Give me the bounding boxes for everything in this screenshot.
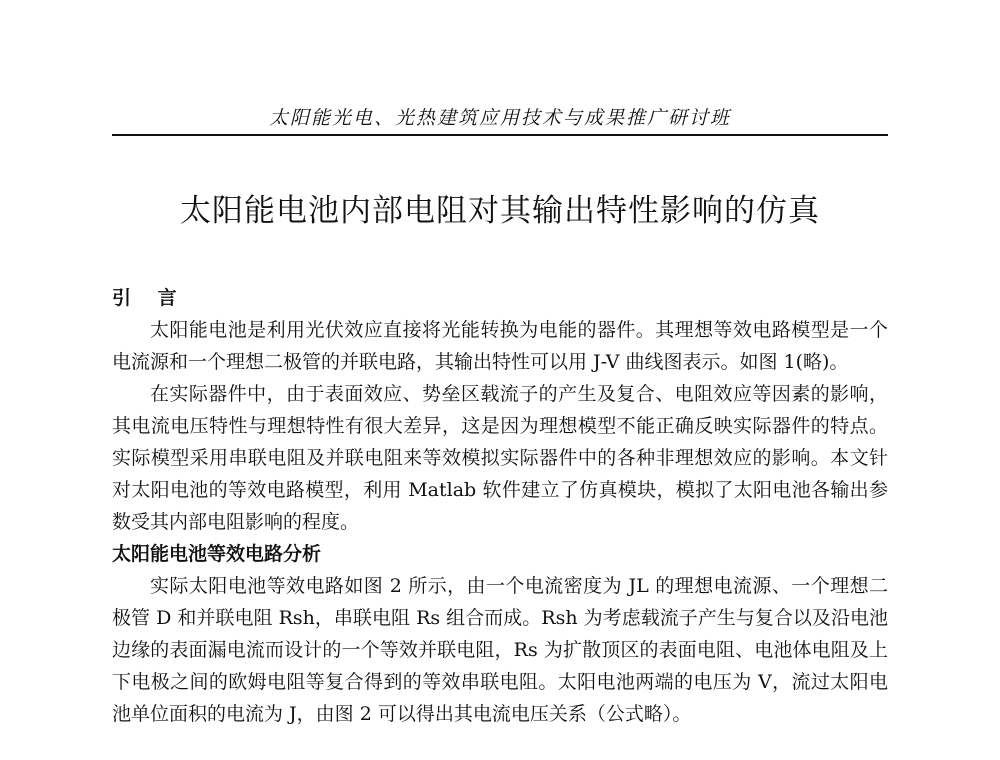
paragraph: 实际太阳电池等效电路如图 2 所示，由一个电流密度为 JL 的理想电流源、一个理想二极管 D 和并联电阻 Rsh，串联电阻 Rs 组合而成。Rsh 为考虑载流子产生与复合以及沿电池边缘的表面漏电流而设计的一个等效并联电阻，Rs 为扩散顶区的表面电阻、电池体电阻及上下电极之间的欧姆电阻等复合得到的等效串联电阻。太阳电池两端的电压为 V，流过太阳电池单位面积的电流为 J，由图 2 可以得出其电流电压关系（公式略）。 [112,575,888,725]
section-heading: 太阳能电池等效电路分析 [112,543,322,565]
section-equivalent-circuit [112,538,888,730]
article-body [112,282,888,730]
running-header: 太阳能光电、光热建筑应用技术与成果推广研讨班 [268,107,731,129]
section-introduction [112,282,888,538]
section-heading: 引 言 [112,287,187,309]
header-rule [112,134,888,136]
paragraph: 太阳能电池是利用光伏效应直接将光能转换为电能的器件。其理想等效电路模型是一个电流源和一个理想二极管的并联电路，其输出特性可以用 J-V 曲线图表示。如图 1(略)。 [112,319,888,373]
paragraph: 在实际器件中，由于表面效应、势垒区载流子的产生及复合、电阻效应等因素的影响，其电流电压特性与理想特性有很大差异，这是因为理想模型不能正确反映实际器件的特点。实际模型采用串联电阻及并联电阻来等效模拟实际器件中的各种非理想效应的影响。本文针对太阳电池的等效电路模型，利用 Matlab 软件建立了仿真模块，模拟了太阳电池各输出参数受其内部电阻影响的程度。 [112,383,888,533]
article-title: 太阳能电池内部电阻对其输出特性影响的仿真 [180,193,820,229]
